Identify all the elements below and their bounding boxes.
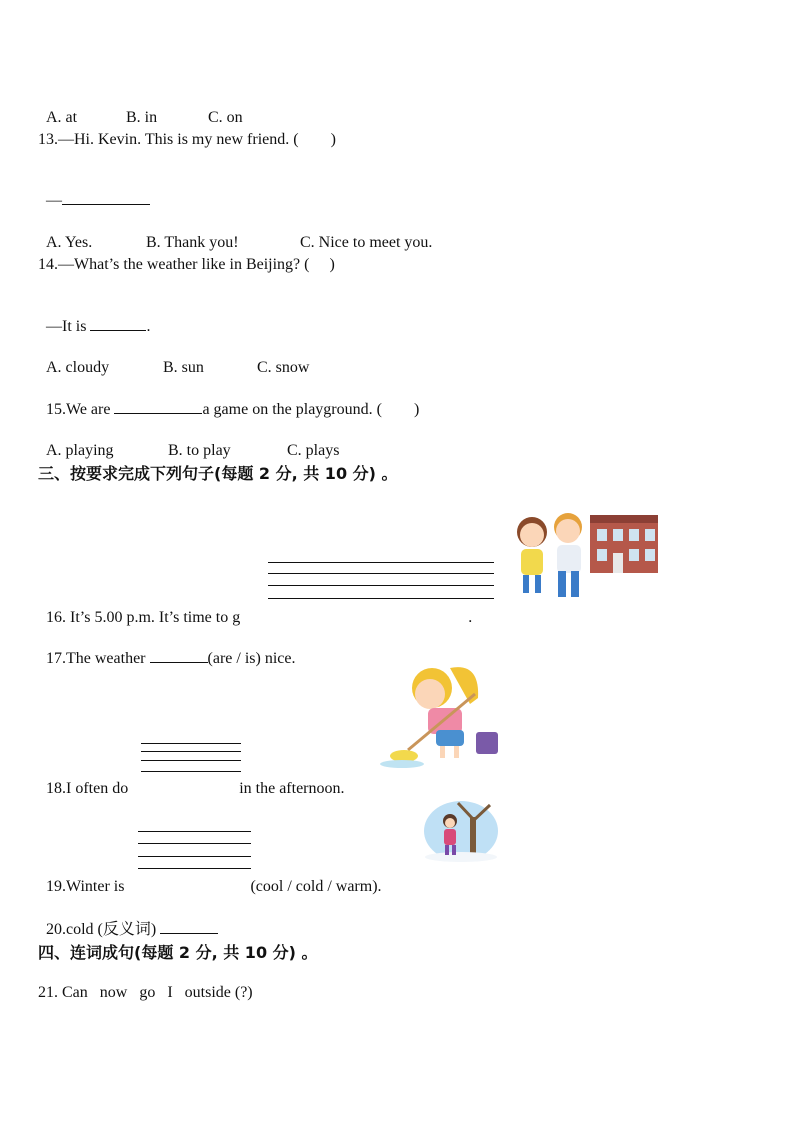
q15-answer-blank[interactable]	[114, 399, 202, 414]
q15-options	[38, 421, 339, 461]
q14-option-b: B. sun	[163, 359, 204, 376]
q18-text	[38, 759, 345, 799]
q12-option-c: C. on	[208, 109, 243, 126]
q16-end: .	[468, 609, 473, 626]
q18-text-b: in the afternoon.	[235, 780, 345, 797]
q19-text-b: (cool / cold / warm).	[246, 878, 382, 895]
q13-stem: 13.—Hi. Kevin. This is my new friend. ( )	[38, 131, 336, 148]
q14-answer-blank[interactable]	[90, 316, 146, 331]
q12-options	[38, 88, 243, 128]
q14-reply-text: —It is	[46, 318, 87, 335]
q20-prompt: 20.cold (反义词)	[46, 921, 161, 938]
q12-option-a: A. at	[46, 109, 78, 126]
q14-stem: 14.—What’s the weather like in Beijing? ( )	[38, 256, 335, 273]
q16-prompt: 16. It’s 5.00 p.m. It’s time to g	[46, 609, 241, 626]
q15-stem-a: 15.We are	[46, 401, 115, 418]
q16-text	[38, 588, 472, 628]
section-3-heading: 三、按要求完成下列句子(每题 2 分, 共 10 分) 。	[38, 464, 398, 483]
q18-text-a: 18.I often do	[46, 780, 133, 797]
q15-option-a: A. playing	[46, 442, 114, 459]
q15-option-c: C. plays	[287, 442, 340, 459]
q14-option-a: A. cloudy	[46, 359, 110, 376]
q13-options	[38, 213, 432, 253]
q14-option-c: C. snow	[257, 359, 310, 376]
q13-option-c: C. Nice to meet you.	[300, 234, 433, 251]
q13-reply	[38, 170, 150, 211]
q19-text-a: 19.Winter is	[46, 878, 129, 895]
q17-text	[38, 628, 295, 669]
q14-reply-end: .	[146, 318, 151, 335]
q15-stem-b: a game on the playground. ( )	[202, 401, 420, 418]
q17-text-a: 17.The weather	[46, 650, 150, 667]
q20-text	[38, 899, 218, 940]
girl-in-winter-illustration	[422, 797, 500, 863]
q12-option-b: B. in	[126, 109, 158, 126]
q13-reply-dash: —	[46, 192, 62, 209]
q20-answer-blank[interactable]	[160, 919, 218, 934]
q13-answer-blank[interactable]	[62, 190, 150, 205]
kids-at-school-illustration	[505, 505, 660, 603]
q14-options	[38, 338, 309, 378]
q13-option-a: A. Yes.	[46, 234, 93, 251]
section-4-heading: 四、连词成句(每题 2 分, 共 10 分) 。	[38, 943, 318, 962]
q15-stem	[38, 379, 419, 420]
q13-option-b: B. Thank you!	[146, 234, 239, 251]
q14-reply	[38, 296, 150, 337]
q21-text: 21. Can now go I outside (?)	[38, 984, 253, 1001]
q15-option-b: B. to play	[168, 442, 231, 459]
q17-text-b: (are / is) nice.	[207, 650, 296, 667]
q17-answer-blank[interactable]	[150, 648, 208, 663]
girl-mopping-illustration	[380, 658, 502, 774]
q19-text	[38, 857, 382, 897]
